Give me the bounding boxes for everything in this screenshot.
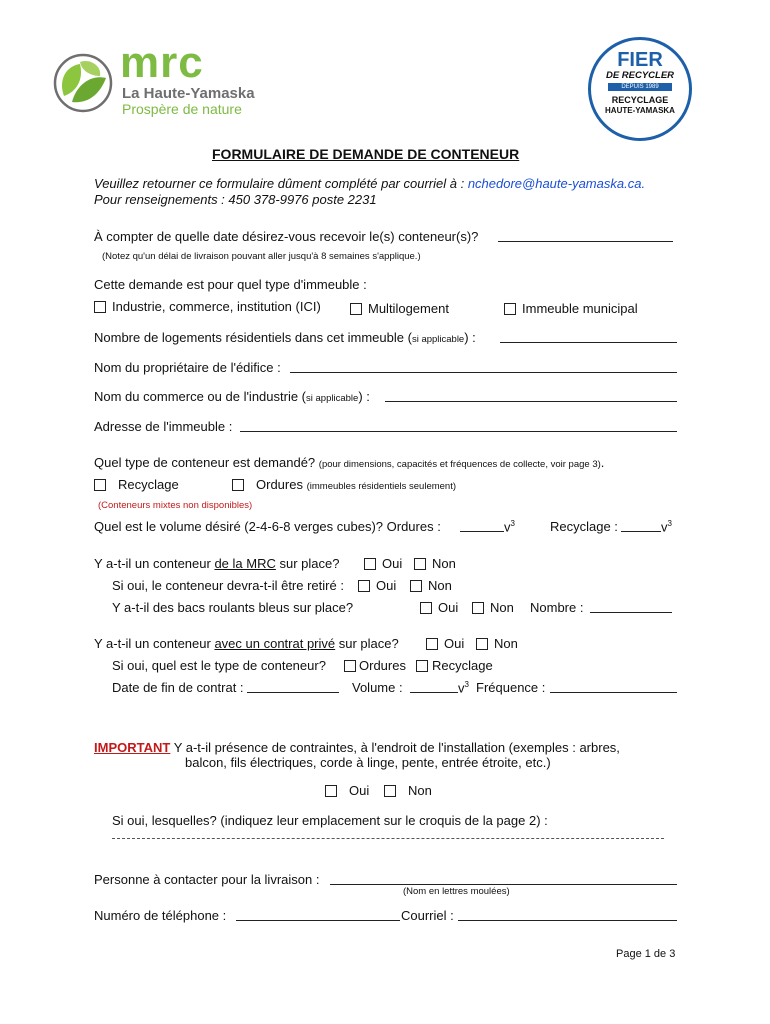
- owner-question: Nom du propriétaire de l'édifice :: [94, 360, 281, 375]
- volume-recyclage-label: Recyclage :: [550, 519, 618, 534]
- option-ordures-note: (immeubles résidentiels seulement): [306, 481, 457, 492]
- option-municipal[interactable]: [504, 301, 638, 316]
- address-field[interactable]: [240, 431, 677, 432]
- date-note: (Notez qu'un délai de livraison pouvant aller jusqu'à 8 semaines s'applique.): [102, 251, 421, 262]
- important-text-2: balcon, fils électriques, corde à linge, pente, entrée étroite, etc.): [185, 755, 551, 770]
- unit-v: v: [458, 680, 465, 696]
- mixed-note: (Conteneurs mixtes non disponibles): [98, 500, 253, 511]
- type-small: (pour dimensions, capacités et fréquences de collecte, voir page 3): [318, 459, 601, 470]
- phone-field[interactable]: [236, 920, 400, 921]
- checkbox-constraints-non[interactable]: [384, 785, 396, 797]
- checkbox-bins-non[interactable]: [472, 602, 484, 614]
- option-ordures[interactable]: [232, 477, 456, 492]
- type-end: .: [600, 455, 605, 470]
- address-question: Adresse de l'immeuble :: [94, 419, 233, 434]
- checkbox-multilogement[interactable]: [350, 303, 362, 315]
- badge-line2: DE RECYCLER: [605, 70, 675, 81]
- badge-line3: RECYCLAGE: [611, 95, 669, 105]
- bins-question: Y a-t-il des bacs roulants bleus sur place?: [112, 600, 354, 615]
- mrc-question: [94, 556, 339, 571]
- intro-suffix: .: [641, 176, 646, 191]
- checkbox-removed-oui[interactable]: [358, 580, 370, 592]
- checkbox-mrc-non[interactable]: [414, 558, 426, 570]
- option-recyclage[interactable]: [94, 477, 179, 492]
- private-post: sur place?: [335, 636, 399, 651]
- brand-tagline: Prospère de nature: [122, 101, 242, 117]
- private-recyclage-label: Recyclage: [432, 658, 493, 673]
- volume-recyclage-field[interactable]: [621, 531, 661, 532]
- building-question: Cette demande est pour quel type d'immeuble :: [94, 277, 367, 292]
- checkbox-constraints-oui[interactable]: [325, 785, 337, 797]
- page-number: Page 1 de 3: [616, 948, 676, 960]
- checkbox-recyclage[interactable]: [94, 479, 106, 491]
- contract-end-field[interactable]: [247, 692, 339, 693]
- mrc-pre: Y a-t-il un conteneur: [94, 556, 215, 571]
- type-label: Quel type de conteneur est demandé?: [94, 455, 316, 470]
- private-oui-label: Oui: [444, 636, 465, 651]
- commerce-label: Nom du commerce ou de l'industrie (: [94, 389, 307, 404]
- frequence-label: Fréquence :: [476, 680, 546, 695]
- option-municipal-label: Immeuble municipal: [522, 301, 638, 316]
- private-recyclage[interactable]: [416, 658, 493, 673]
- private-oui[interactable]: [426, 636, 464, 651]
- email-label: Courriel :: [401, 908, 454, 923]
- owner-field[interactable]: [290, 372, 677, 373]
- contract-volume-field[interactable]: [410, 692, 458, 693]
- brand-region: La Haute-Yamaska: [122, 85, 255, 102]
- bins-oui-label: Oui: [438, 600, 459, 615]
- leaf-logo-icon: [50, 50, 120, 120]
- contract-volume-label: Volume :: [352, 680, 403, 695]
- private-type-question: Si oui, quel est le type de conteneur?: [112, 658, 326, 673]
- private-non-label: Non: [494, 636, 518, 651]
- bins-count-label: Nombre :: [530, 600, 584, 615]
- volume-recyclage-unit: [661, 519, 672, 534]
- brand-name: mrc: [120, 38, 204, 87]
- checkbox-private-ordures[interactable]: [344, 660, 356, 672]
- logements-question: [94, 330, 476, 345]
- frequence-field[interactable]: [550, 692, 677, 693]
- bins-oui[interactable]: [420, 600, 458, 615]
- date-field[interactable]: [498, 241, 673, 242]
- mrc-oui-label: Oui: [382, 556, 403, 571]
- contact-field[interactable]: [330, 884, 677, 885]
- private-question: [94, 636, 399, 651]
- private-underlined: avec un contrat privé: [214, 636, 336, 651]
- removed-question: Si oui, le conteneur devra-t-il être retiré :: [112, 578, 344, 593]
- important-label: IMPORTANT: [94, 740, 171, 755]
- unit-exp: 3: [510, 519, 515, 528]
- mrc-logo: [50, 38, 280, 124]
- constraints-oui-label: Oui: [349, 783, 370, 798]
- logements-small: si applicable: [411, 334, 465, 345]
- mrc-underlined: de la MRC: [214, 556, 276, 571]
- checkbox-bins-oui[interactable]: [420, 602, 432, 614]
- intro-text: [94, 176, 645, 191]
- unit-v: v: [661, 519, 668, 535]
- private-ordures-label: Ordures: [359, 658, 406, 673]
- commerce-question: [94, 389, 370, 404]
- checkbox-mrc-oui[interactable]: [364, 558, 376, 570]
- intro-email-link[interactable]: nchedore@haute-yamaska.ca: [467, 176, 642, 191]
- option-multilogement[interactable]: [350, 301, 449, 316]
- volume-ordures-field[interactable]: [460, 531, 504, 532]
- commerce-field[interactable]: [385, 401, 677, 402]
- option-ici[interactable]: [94, 299, 321, 314]
- checkbox-ordures[interactable]: [232, 479, 244, 491]
- volume-ordures-unit: [504, 519, 515, 534]
- checkbox-private-non[interactable]: [476, 638, 488, 650]
- email-field[interactable]: [458, 920, 677, 921]
- bins-non[interactable]: [472, 600, 514, 615]
- removed-oui[interactable]: [358, 578, 396, 593]
- badge-since: DEPUIS 1989: [608, 83, 672, 91]
- bins-count-field[interactable]: [590, 612, 672, 613]
- logements-end: ) :: [464, 330, 476, 345]
- mrc-non[interactable]: [414, 556, 456, 571]
- removed-oui-label: Oui: [376, 578, 397, 593]
- bins-non-label: Non: [490, 600, 514, 615]
- option-recyclage-label: Recyclage: [118, 477, 179, 492]
- badge-line1: FIER: [617, 49, 663, 71]
- removed-non-label: Non: [428, 578, 452, 593]
- logements-label: Nombre de logements résidentiels dans cet immeuble (: [94, 330, 412, 345]
- checkbox-removed-non[interactable]: [410, 580, 422, 592]
- form-title: FORMULAIRE DE DEMANDE DE CONTENEUR: [212, 146, 520, 162]
- constraints-oui[interactable]: [325, 783, 369, 798]
- commerce-small: si applicable: [306, 393, 359, 404]
- private-non[interactable]: [476, 636, 518, 651]
- checkbox-private-recyclage[interactable]: [416, 660, 428, 672]
- date-question: À compter de quelle date désirez-vous recevoir le(s) conteneur(s)?: [94, 229, 479, 244]
- which-field[interactable]: [112, 838, 664, 839]
- intro-prefix: Veuillez retourner ce formulaire dûment complété par courriel à :: [94, 176, 468, 191]
- contact-question: Personne à contacter pour la livraison :: [94, 872, 320, 887]
- private-pre: Y a-t-il un conteneur: [94, 636, 215, 651]
- commerce-end: ) :: [358, 389, 370, 404]
- mrc-non-label: Non: [432, 556, 456, 571]
- important-text-1: Y a-t-il présence de contraintes, à l'endroit de l'installation (exemples : arbres,: [170, 740, 620, 755]
- badge-line4: HAUTE-YAMASKA: [605, 106, 675, 115]
- type-question: [94, 455, 604, 470]
- which-question: Si oui, lesquelles? (indiquez leur emplacement sur le croquis de la page 2) :: [112, 813, 548, 828]
- contract-end-label: Date de fin de contrat :: [112, 680, 244, 695]
- option-multilogement-label: Multilogement: [368, 301, 449, 316]
- mrc-post: sur place?: [275, 556, 340, 571]
- contract-volume-unit: [458, 680, 469, 695]
- important-block: [94, 740, 620, 755]
- unit-exp: 3: [464, 680, 469, 689]
- constraints-non-label: Non: [408, 783, 432, 798]
- checkbox-ici[interactable]: [94, 301, 106, 313]
- option-ici-label: Industrie, commerce, institution (ICI): [112, 299, 321, 314]
- constraints-non[interactable]: [384, 783, 432, 798]
- checkbox-municipal[interactable]: [504, 303, 516, 315]
- checkbox-private-oui[interactable]: [426, 638, 438, 650]
- volume-question: Quel est le volume désiré (2-4-6-8 verges cubes)? Ordures :: [94, 519, 441, 534]
- mrc-oui[interactable]: [364, 556, 402, 571]
- unit-exp: 3: [667, 519, 672, 528]
- phone-label: Numéro de téléphone :: [94, 908, 227, 923]
- option-ordures-label: Ordures: [256, 477, 303, 492]
- private-ordures[interactable]: [344, 658, 406, 673]
- logements-field[interactable]: [500, 342, 677, 343]
- removed-non[interactable]: [410, 578, 452, 593]
- intro-phone: Pour renseignements : 450 378-9976 poste 2231: [94, 192, 377, 207]
- unit-v: v: [504, 519, 511, 535]
- contact-note: (Nom en lettres moulées): [403, 886, 510, 897]
- fier-recycler-badge: [588, 37, 692, 141]
